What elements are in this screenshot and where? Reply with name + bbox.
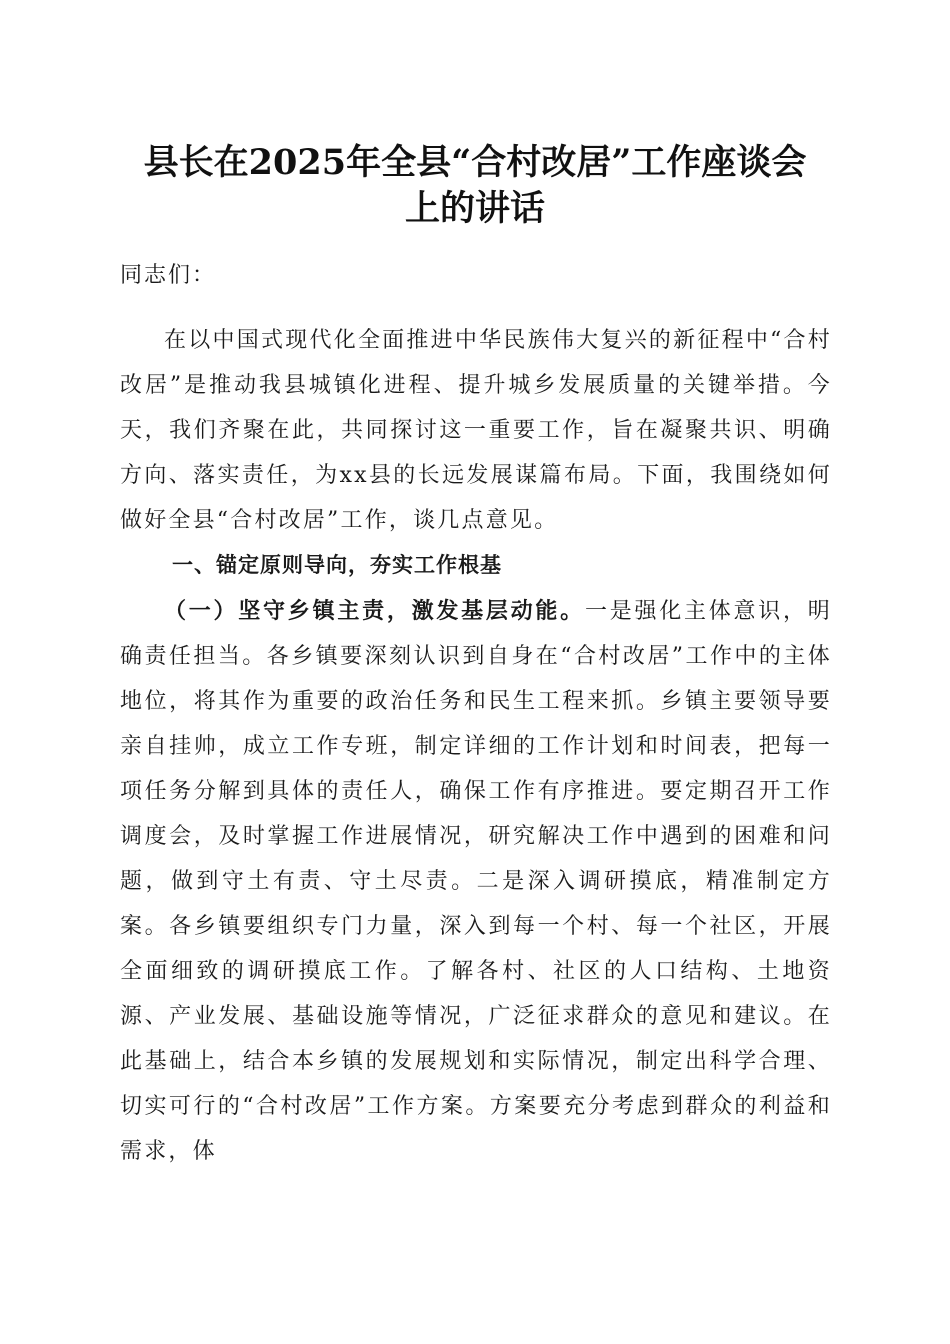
paragraph-section-1-1-text: 一是强化主体意识，明确责任担当。各乡镇要深刻认识到自身在“合村改居”工作中的主体地位，将其作为重要的政治任务和民生工程来抓。乡镇主要领导要亲自挂帅，成立工作专班，制定详细的工作计划和时间表，把每一项任务分解到具体的责任人，确保工作有序推进。要定期召开工作调度会，及时掌握工作进展情况，研究解决工作中遇到的困难和问题，做到守土有责、守土尽责。二是深入调研摸底，精准制定方案。各乡镇要组织专门力量，深入到每一个村、每一个社区，开展全面细致的调研摸底工作。了解各村、社区的人口结构、土地资源、产业发展、基础设施等情况，广泛征求群众的意见和建议。在此基础上，结合本乡镇的发展规划和实际情况，制定出科学合理、切实可行的“合村改居”工作方案。方案要充分考虑到群众的利益和需求，体 [120, 599, 832, 1164]
paragraph-intro: 在以中国式现代化全面推进中华民族伟大复兴的新征程中“合村改居”是推动我县城镇化进程、提升城乡发展质量的关键举措。今天，我们齐聚在此，共同探讨这一重要工作，旨在凝聚共识、明确方向、落实责任，为xx县的长远发展谋篇布局。下面，我围绕如何做好全县“合村改居”工作，谈几点意见。 [120, 328, 832, 533]
document-title-line-1: 县长在2025年全县“合村改居”工作座谈会 [143, 142, 807, 183]
section-heading-1: 一、锚定原则导向，夯实工作根基 [172, 553, 502, 577]
subheading-1-1: （一）坚守乡镇主责，激发基层动能。 [164, 598, 585, 624]
paragraph-section-1-1 [120, 589, 832, 1174]
document-title-line-2: 上的讲话 [404, 188, 545, 229]
salutation: 同志们： [120, 263, 217, 288]
